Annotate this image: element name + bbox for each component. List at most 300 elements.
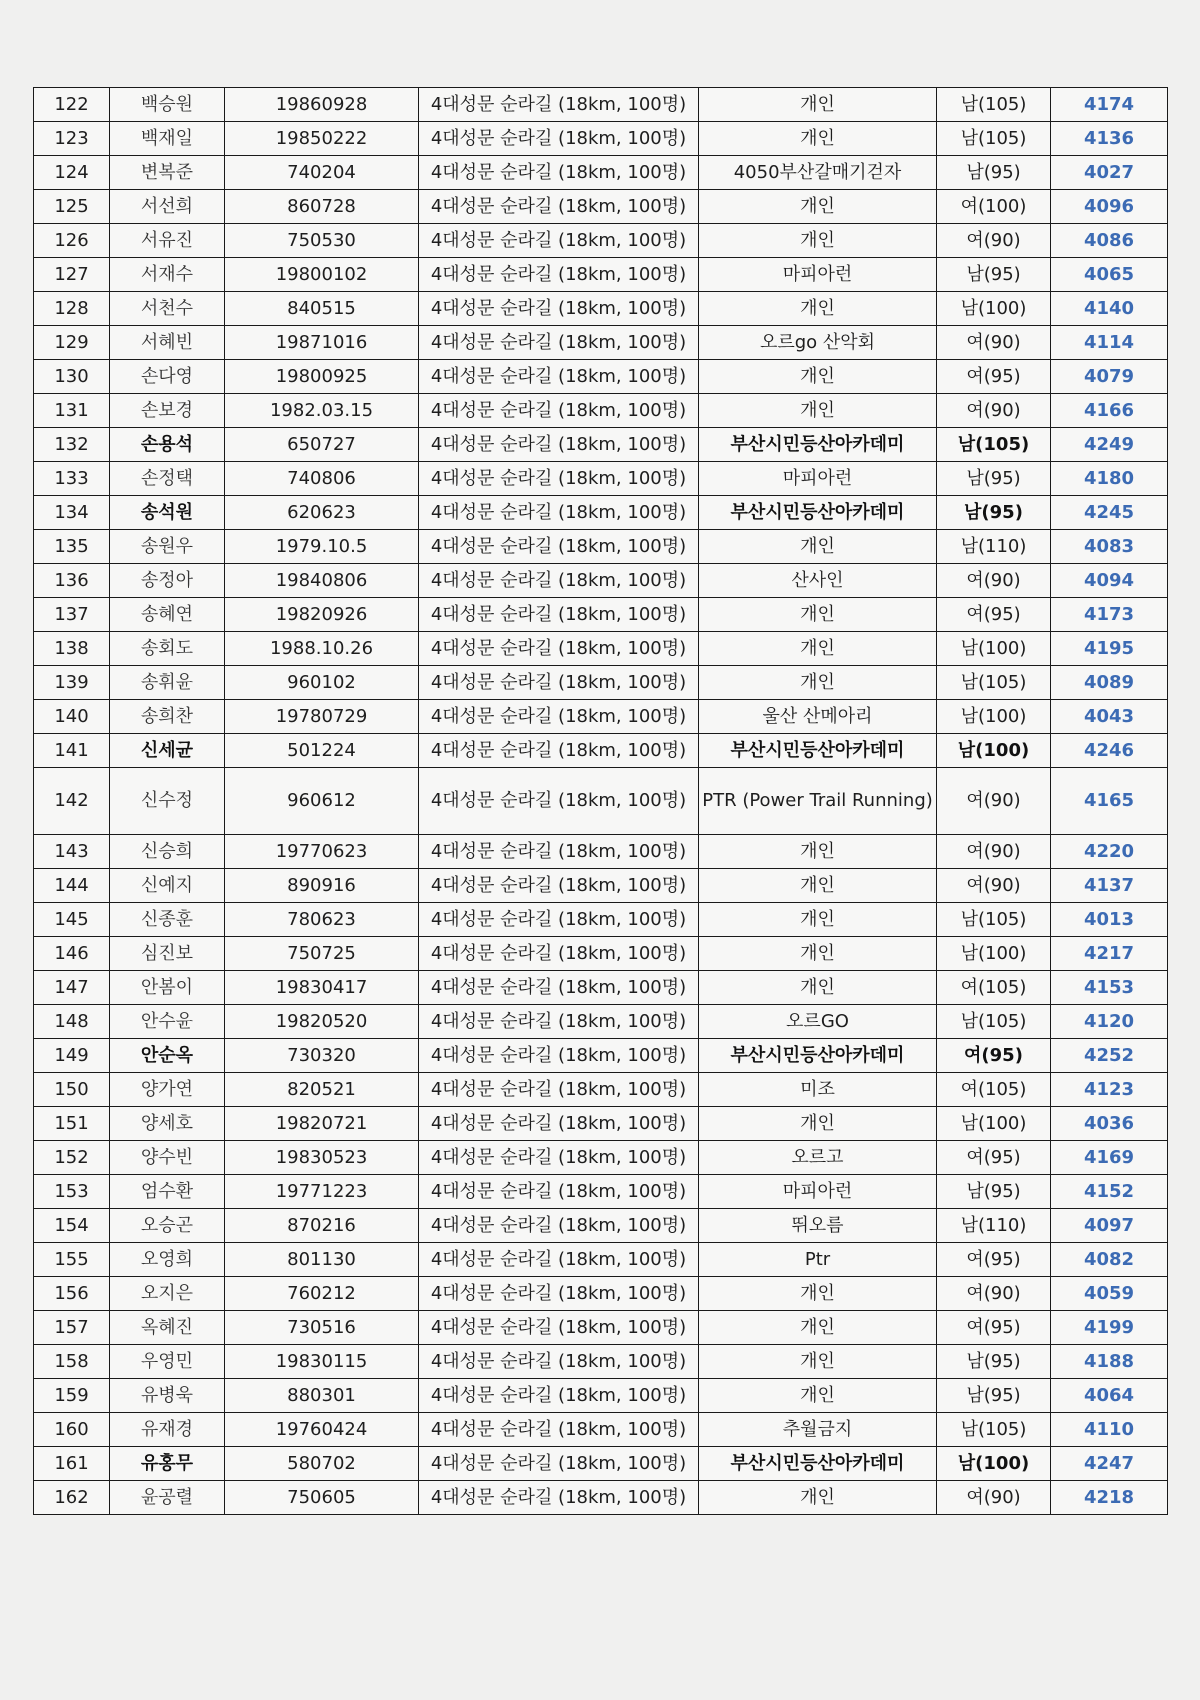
participant-name-cell: 서재수 (110, 258, 225, 292)
course-name-cell: 4대성문 순라길 (18km, 100명) (419, 734, 699, 768)
course-name-cell: 4대성문 순라길 (18km, 100명) (419, 1243, 699, 1277)
participant-name-cell: 손보경 (110, 394, 225, 428)
team-name-cell: 개인 (699, 1311, 937, 1345)
participant-table (33, 87, 1168, 1515)
birth-date-cell: 580702 (225, 1447, 419, 1481)
table-row (34, 326, 1168, 360)
birth-date-cell: 890916 (225, 869, 419, 903)
participant-name-cell: 백승원 (110, 88, 225, 122)
birth-date-cell: 19760424 (225, 1413, 419, 1447)
row-number-cell: 144 (34, 869, 110, 903)
bib-number-cell: 4188 (1051, 1345, 1168, 1379)
birth-date-cell: 801130 (225, 1243, 419, 1277)
gender-size-cell: 남(105) (937, 666, 1051, 700)
gender-size-cell: 여(90) (937, 1481, 1051, 1515)
row-number-cell: 125 (34, 190, 110, 224)
participant-name-cell: 송정아 (110, 564, 225, 598)
course-name-cell: 4대성문 순라길 (18km, 100명) (419, 360, 699, 394)
team-name-cell: 미조 (699, 1073, 937, 1107)
bib-number-cell: 4152 (1051, 1175, 1168, 1209)
bib-number-cell: 4086 (1051, 224, 1168, 258)
birth-date-cell: 750605 (225, 1481, 419, 1515)
course-name-cell: 4대성문 순라길 (18km, 100명) (419, 224, 699, 258)
birth-date-cell: 1979.10.5 (225, 530, 419, 564)
team-name-cell: PTR (Power Trail Running) (699, 768, 937, 835)
participant-name-cell: 송원우 (110, 530, 225, 564)
team-name-cell: 개인 (699, 1107, 937, 1141)
table-row (34, 632, 1168, 666)
course-name-cell: 4대성문 순라길 (18km, 100명) (419, 869, 699, 903)
row-number-cell: 161 (34, 1447, 110, 1481)
table-row (34, 530, 1168, 564)
row-number-cell: 153 (34, 1175, 110, 1209)
gender-size-cell: 남(95) (937, 1175, 1051, 1209)
course-name-cell: 4대성문 순라길 (18km, 100명) (419, 1311, 699, 1345)
bib-number-cell: 4089 (1051, 666, 1168, 700)
row-number-cell: 140 (34, 700, 110, 734)
row-number-cell: 130 (34, 360, 110, 394)
team-name-cell: 부산시민등산아카데미 (699, 496, 937, 530)
bib-number-cell: 4245 (1051, 496, 1168, 530)
row-number-cell: 152 (34, 1141, 110, 1175)
row-number-cell: 155 (34, 1243, 110, 1277)
row-number-cell: 128 (34, 292, 110, 326)
birth-date-cell: 19830115 (225, 1345, 419, 1379)
team-name-cell: 오르GO (699, 1005, 937, 1039)
gender-size-cell: 여(95) (937, 1141, 1051, 1175)
participant-name-cell: 양세호 (110, 1107, 225, 1141)
participant-name-cell: 오승곤 (110, 1209, 225, 1243)
row-number-cell: 134 (34, 496, 110, 530)
row-number-cell: 142 (34, 768, 110, 835)
course-name-cell: 4대성문 순라길 (18km, 100명) (419, 564, 699, 598)
team-name-cell: 오르go 산악회 (699, 326, 937, 360)
bib-number-cell: 4065 (1051, 258, 1168, 292)
table-row (34, 122, 1168, 156)
table-row (34, 700, 1168, 734)
gender-size-cell: 여(105) (937, 971, 1051, 1005)
table-row (34, 1481, 1168, 1515)
participant-name-cell: 서천수 (110, 292, 225, 326)
gender-size-cell: 남(105) (937, 122, 1051, 156)
gender-size-cell: 남(95) (937, 496, 1051, 530)
row-number-cell: 159 (34, 1379, 110, 1413)
participant-name-cell: 안봄이 (110, 971, 225, 1005)
gender-size-cell: 여(90) (937, 869, 1051, 903)
participant-name-cell: 송휘윤 (110, 666, 225, 700)
table-row (34, 190, 1168, 224)
course-name-cell: 4대성문 순라길 (18km, 100명) (419, 1005, 699, 1039)
birth-date-cell: 1982.03.15 (225, 394, 419, 428)
table-row (34, 937, 1168, 971)
birth-date-cell: 19780729 (225, 700, 419, 734)
course-name-cell: 4대성문 순라길 (18km, 100명) (419, 768, 699, 835)
row-number-cell: 156 (34, 1277, 110, 1311)
bib-number-cell: 4043 (1051, 700, 1168, 734)
participant-table-body (34, 88, 1168, 1515)
participant-name-cell: 서선희 (110, 190, 225, 224)
row-number-cell: 147 (34, 971, 110, 1005)
participant-name-cell: 심진보 (110, 937, 225, 971)
birth-date-cell: 19800102 (225, 258, 419, 292)
row-number-cell: 132 (34, 428, 110, 462)
team-name-cell: 개인 (699, 122, 937, 156)
gender-size-cell: 여(95) (937, 1311, 1051, 1345)
bib-number-cell: 4137 (1051, 869, 1168, 903)
participant-name-cell: 송혜연 (110, 598, 225, 632)
gender-size-cell: 여(90) (937, 835, 1051, 869)
gender-size-cell: 남(100) (937, 700, 1051, 734)
birth-date-cell: 19830523 (225, 1141, 419, 1175)
gender-size-cell: 남(100) (937, 1107, 1051, 1141)
table-row (34, 1005, 1168, 1039)
course-name-cell: 4대성문 순라길 (18km, 100명) (419, 632, 699, 666)
gender-size-cell: 여(90) (937, 768, 1051, 835)
course-name-cell: 4대성문 순라길 (18km, 100명) (419, 156, 699, 190)
team-name-cell: Ptr (699, 1243, 937, 1277)
course-name-cell: 4대성문 순라길 (18km, 100명) (419, 835, 699, 869)
row-number-cell: 150 (34, 1073, 110, 1107)
team-name-cell: 마피아런 (699, 1175, 937, 1209)
participant-name-cell: 신수정 (110, 768, 225, 835)
participant-name-cell: 오영희 (110, 1243, 225, 1277)
course-name-cell: 4대성문 순라길 (18km, 100명) (419, 700, 699, 734)
participant-name-cell: 손다영 (110, 360, 225, 394)
participant-name-cell: 백재일 (110, 122, 225, 156)
birth-date-cell: 960102 (225, 666, 419, 700)
participant-name-cell: 신예지 (110, 869, 225, 903)
participant-name-cell: 송회도 (110, 632, 225, 666)
birth-date-cell: 501224 (225, 734, 419, 768)
team-name-cell: 개인 (699, 937, 937, 971)
course-name-cell: 4대성문 순라길 (18km, 100명) (419, 88, 699, 122)
course-name-cell: 4대성문 순라길 (18km, 100명) (419, 1481, 699, 1515)
bib-number-cell: 4252 (1051, 1039, 1168, 1073)
participant-name-cell: 유홍무 (110, 1447, 225, 1481)
gender-size-cell: 여(95) (937, 1243, 1051, 1277)
bib-number-cell: 4140 (1051, 292, 1168, 326)
bib-number-cell: 4079 (1051, 360, 1168, 394)
team-name-cell: 울산 산메아리 (699, 700, 937, 734)
team-name-cell: 개인 (699, 1379, 937, 1413)
row-number-cell: 162 (34, 1481, 110, 1515)
row-number-cell: 135 (34, 530, 110, 564)
birth-date-cell: 780623 (225, 903, 419, 937)
team-name-cell: 개인 (699, 224, 937, 258)
team-name-cell: 산사인 (699, 564, 937, 598)
participant-name-cell: 송석원 (110, 496, 225, 530)
course-name-cell: 4대성문 순라길 (18km, 100명) (419, 971, 699, 1005)
course-name-cell: 4대성문 순라길 (18km, 100명) (419, 258, 699, 292)
bib-number-cell: 4218 (1051, 1481, 1168, 1515)
course-name-cell: 4대성문 순라길 (18km, 100명) (419, 1413, 699, 1447)
birth-date-cell: 19800925 (225, 360, 419, 394)
participant-name-cell: 송희찬 (110, 700, 225, 734)
bib-number-cell: 4036 (1051, 1107, 1168, 1141)
birth-date-cell: 19860928 (225, 88, 419, 122)
team-name-cell: 개인 (699, 835, 937, 869)
team-name-cell: 개인 (699, 632, 937, 666)
team-name-cell: 부산시민등산아카데미 (699, 1039, 937, 1073)
gender-size-cell: 남(105) (937, 428, 1051, 462)
gender-size-cell: 남(100) (937, 937, 1051, 971)
table-row (34, 1277, 1168, 1311)
team-name-cell: 오르고 (699, 1141, 937, 1175)
gender-size-cell: 여(90) (937, 326, 1051, 360)
participant-name-cell: 양가연 (110, 1073, 225, 1107)
bib-number-cell: 4082 (1051, 1243, 1168, 1277)
bib-number-cell: 4166 (1051, 394, 1168, 428)
table-row (34, 258, 1168, 292)
participant-name-cell: 엄수환 (110, 1175, 225, 1209)
course-name-cell: 4대성문 순라길 (18km, 100명) (419, 462, 699, 496)
course-name-cell: 4대성문 순라길 (18km, 100명) (419, 122, 699, 156)
row-number-cell: 137 (34, 598, 110, 632)
gender-size-cell: 여(90) (937, 1277, 1051, 1311)
table-row (34, 666, 1168, 700)
course-name-cell: 4대성문 순라길 (18km, 100명) (419, 428, 699, 462)
course-name-cell: 4대성문 순라길 (18km, 100명) (419, 1345, 699, 1379)
bib-number-cell: 4199 (1051, 1311, 1168, 1345)
gender-size-cell: 여(90) (937, 224, 1051, 258)
birth-date-cell: 19820520 (225, 1005, 419, 1039)
bib-number-cell: 4064 (1051, 1379, 1168, 1413)
bib-number-cell: 4094 (1051, 564, 1168, 598)
row-number-cell: 126 (34, 224, 110, 258)
table-row (34, 1107, 1168, 1141)
birth-date-cell: 19820721 (225, 1107, 419, 1141)
team-name-cell: 뛰오름 (699, 1209, 937, 1243)
course-name-cell: 4대성문 순라길 (18km, 100명) (419, 1039, 699, 1073)
bib-number-cell: 4027 (1051, 156, 1168, 190)
birth-date-cell: 750725 (225, 937, 419, 971)
bib-number-cell: 4114 (1051, 326, 1168, 360)
course-name-cell: 4대성문 순라길 (18km, 100명) (419, 666, 699, 700)
table-row (34, 1311, 1168, 1345)
team-name-cell: 개인 (699, 1481, 937, 1515)
team-name-cell: 부산시민등산아카데미 (699, 428, 937, 462)
table-row (34, 1243, 1168, 1277)
gender-size-cell: 여(95) (937, 598, 1051, 632)
gender-size-cell: 남(110) (937, 530, 1051, 564)
team-name-cell: 부산시민등산아카데미 (699, 734, 937, 768)
birth-date-cell: 730320 (225, 1039, 419, 1073)
birth-date-cell: 19771223 (225, 1175, 419, 1209)
table-row (34, 1379, 1168, 1413)
team-name-cell: 개인 (699, 1277, 937, 1311)
team-name-cell: 개인 (699, 190, 937, 224)
bib-number-cell: 4083 (1051, 530, 1168, 564)
participant-name-cell: 오지은 (110, 1277, 225, 1311)
table-row (34, 1039, 1168, 1073)
birth-date-cell: 840515 (225, 292, 419, 326)
bib-number-cell: 4059 (1051, 1277, 1168, 1311)
row-number-cell: 151 (34, 1107, 110, 1141)
birth-date-cell: 730516 (225, 1311, 419, 1345)
bib-number-cell: 4246 (1051, 734, 1168, 768)
course-name-cell: 4대성문 순라길 (18km, 100명) (419, 190, 699, 224)
team-name-cell: 개인 (699, 598, 937, 632)
course-name-cell: 4대성문 순라길 (18km, 100명) (419, 903, 699, 937)
row-number-cell: 145 (34, 903, 110, 937)
bib-number-cell: 4217 (1051, 937, 1168, 971)
table-row (34, 156, 1168, 190)
birth-date-cell: 19871016 (225, 326, 419, 360)
team-name-cell: 마피아런 (699, 258, 937, 292)
participant-name-cell: 손정택 (110, 462, 225, 496)
course-name-cell: 4대성문 순라길 (18km, 100명) (419, 598, 699, 632)
course-name-cell: 4대성문 순라길 (18km, 100명) (419, 937, 699, 971)
gender-size-cell: 남(95) (937, 156, 1051, 190)
bib-number-cell: 4220 (1051, 835, 1168, 869)
team-name-cell: 부산시민등산아카데미 (699, 1447, 937, 1481)
birth-date-cell: 19840806 (225, 564, 419, 598)
table-row (34, 971, 1168, 1005)
gender-size-cell: 여(105) (937, 1073, 1051, 1107)
row-number-cell: 157 (34, 1311, 110, 1345)
gender-size-cell: 남(100) (937, 1447, 1051, 1481)
gender-size-cell: 여(90) (937, 564, 1051, 598)
table-row (34, 428, 1168, 462)
table-row (34, 1141, 1168, 1175)
participant-name-cell: 옥혜진 (110, 1311, 225, 1345)
table-row (34, 1447, 1168, 1481)
team-name-cell: 개인 (699, 1345, 937, 1379)
bib-number-cell: 4180 (1051, 462, 1168, 496)
bib-number-cell: 4120 (1051, 1005, 1168, 1039)
table-row (34, 88, 1168, 122)
bib-number-cell: 4123 (1051, 1073, 1168, 1107)
gender-size-cell: 남(110) (937, 1209, 1051, 1243)
table-row (34, 768, 1168, 835)
gender-size-cell: 남(105) (937, 903, 1051, 937)
birth-date-cell: 19830417 (225, 971, 419, 1005)
table-row (34, 1175, 1168, 1209)
table-row (34, 462, 1168, 496)
team-name-cell: 개인 (699, 971, 937, 1005)
gender-size-cell: 여(100) (937, 190, 1051, 224)
course-name-cell: 4대성문 순라길 (18km, 100명) (419, 1107, 699, 1141)
table-row (34, 496, 1168, 530)
participant-name-cell: 신승희 (110, 835, 225, 869)
participant-name-cell: 우영민 (110, 1345, 225, 1379)
table-row (34, 598, 1168, 632)
row-number-cell: 122 (34, 88, 110, 122)
birth-date-cell: 860728 (225, 190, 419, 224)
row-number-cell: 141 (34, 734, 110, 768)
row-number-cell: 136 (34, 564, 110, 598)
birth-date-cell: 820521 (225, 1073, 419, 1107)
team-name-cell: 개인 (699, 394, 937, 428)
course-name-cell: 4대성문 순라길 (18km, 100명) (419, 1073, 699, 1107)
course-name-cell: 4대성문 순라길 (18km, 100명) (419, 496, 699, 530)
table-row (34, 1345, 1168, 1379)
birth-date-cell: 740204 (225, 156, 419, 190)
birth-date-cell: 19770623 (225, 835, 419, 869)
birth-date-cell: 740806 (225, 462, 419, 496)
table-row (34, 564, 1168, 598)
row-number-cell: 139 (34, 666, 110, 700)
row-number-cell: 143 (34, 835, 110, 869)
table-row (34, 394, 1168, 428)
bib-number-cell: 4169 (1051, 1141, 1168, 1175)
participant-name-cell: 신세균 (110, 734, 225, 768)
birth-date-cell: 1988.10.26 (225, 632, 419, 666)
birth-date-cell: 750530 (225, 224, 419, 258)
row-number-cell: 154 (34, 1209, 110, 1243)
course-name-cell: 4대성문 순라길 (18km, 100명) (419, 530, 699, 564)
gender-size-cell: 남(105) (937, 1413, 1051, 1447)
birth-date-cell: 960612 (225, 768, 419, 835)
gender-size-cell: 남(100) (937, 632, 1051, 666)
gender-size-cell: 남(95) (937, 1379, 1051, 1413)
birth-date-cell: 19820926 (225, 598, 419, 632)
course-name-cell: 4대성문 순라길 (18km, 100명) (419, 1175, 699, 1209)
gender-size-cell: 남(100) (937, 292, 1051, 326)
bib-number-cell: 4195 (1051, 632, 1168, 666)
bib-number-cell: 4097 (1051, 1209, 1168, 1243)
gender-size-cell: 여(95) (937, 360, 1051, 394)
team-name-cell: 추월금지 (699, 1413, 937, 1447)
table-row (34, 734, 1168, 768)
team-name-cell: 개인 (699, 530, 937, 564)
participant-name-cell: 윤공렬 (110, 1481, 225, 1515)
course-name-cell: 4대성문 순라길 (18km, 100명) (419, 1277, 699, 1311)
gender-size-cell: 남(105) (937, 1005, 1051, 1039)
birth-date-cell: 19850222 (225, 122, 419, 156)
participant-name-cell: 손용석 (110, 428, 225, 462)
bib-number-cell: 4165 (1051, 768, 1168, 835)
table-row (34, 835, 1168, 869)
bib-number-cell: 4136 (1051, 122, 1168, 156)
team-name-cell: 개인 (699, 869, 937, 903)
team-name-cell: 4050부산갈매기걷자 (699, 156, 937, 190)
table-row (34, 869, 1168, 903)
table-row (34, 224, 1168, 258)
course-name-cell: 4대성문 순라길 (18km, 100명) (419, 1141, 699, 1175)
bib-number-cell: 4013 (1051, 903, 1168, 937)
team-name-cell: 개인 (699, 903, 937, 937)
course-name-cell: 4대성문 순라길 (18km, 100명) (419, 1209, 699, 1243)
course-name-cell: 4대성문 순라길 (18km, 100명) (419, 326, 699, 360)
participant-name-cell: 안순옥 (110, 1039, 225, 1073)
bib-number-cell: 4110 (1051, 1413, 1168, 1447)
table-row (34, 903, 1168, 937)
table-row (34, 360, 1168, 394)
team-name-cell: 마피아런 (699, 462, 937, 496)
row-number-cell: 158 (34, 1345, 110, 1379)
birth-date-cell: 650727 (225, 428, 419, 462)
gender-size-cell: 남(95) (937, 1345, 1051, 1379)
table-row (34, 1209, 1168, 1243)
table-row (34, 1073, 1168, 1107)
participant-name-cell: 양수빈 (110, 1141, 225, 1175)
participant-name-cell: 유재경 (110, 1413, 225, 1447)
participant-name-cell: 변복준 (110, 156, 225, 190)
bib-number-cell: 4173 (1051, 598, 1168, 632)
participant-name-cell: 서혜빈 (110, 326, 225, 360)
gender-size-cell: 남(105) (937, 88, 1051, 122)
participant-name-cell: 신종훈 (110, 903, 225, 937)
team-name-cell: 개인 (699, 666, 937, 700)
bib-number-cell: 4174 (1051, 88, 1168, 122)
row-number-cell: 124 (34, 156, 110, 190)
row-number-cell: 127 (34, 258, 110, 292)
birth-date-cell: 870216 (225, 1209, 419, 1243)
course-name-cell: 4대성문 순라길 (18km, 100명) (419, 1447, 699, 1481)
bib-number-cell: 4249 (1051, 428, 1168, 462)
row-number-cell: 146 (34, 937, 110, 971)
